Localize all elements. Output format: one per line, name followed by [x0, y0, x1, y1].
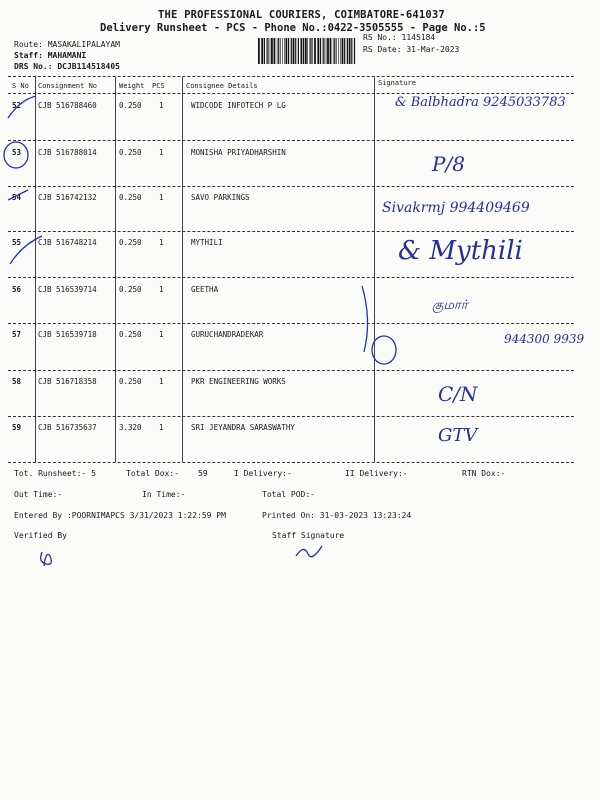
total-runsheet: Tot. Runsheet:- 5: [14, 469, 96, 478]
row-consignee: GURUCHANDRADEKAR: [191, 330, 264, 339]
row-sno: 58: [12, 377, 22, 386]
column-header-weight: Weight: [119, 82, 145, 90]
staff-signature-mark: [292, 540, 326, 562]
route-label: Route: MASAKALIPALAYAM: [14, 40, 120, 49]
ii-delivery: II Delivery:-: [345, 469, 408, 478]
row-consignment: CJB 516742132: [38, 193, 97, 202]
row-consignee: MYTHILI: [191, 238, 223, 247]
row-weight: 0.250: [119, 330, 142, 339]
row-pcs: 1: [159, 193, 164, 202]
row-consignee: SRI JEYANDRA SARASWATHY: [191, 423, 295, 432]
verifier-signature-mark: [36, 548, 64, 570]
row-weight: 0.250: [119, 193, 142, 202]
row-weight: 3.320: [119, 423, 142, 432]
rs-date: RS Date: 31-Mar-2023: [363, 45, 460, 54]
row-sno: 55: [12, 238, 22, 247]
column-header-pcs: PCS: [152, 82, 165, 90]
row-pcs: 1: [159, 423, 164, 432]
row-pcs: 1: [159, 377, 164, 386]
row-signature: & Mythili: [398, 236, 523, 266]
printed-on: Printed On: 31-03-2023 13:23:24: [262, 511, 412, 520]
row-weight: 0.250: [119, 101, 142, 110]
row-sno: 57: [12, 330, 22, 339]
row-consignment: CJB 516788460: [38, 101, 97, 110]
total-pod: Total POD:-: [262, 490, 315, 499]
row-pcs: 1: [159, 148, 164, 157]
row-consignment: CJB 516748214: [38, 238, 97, 247]
row-consignee: SAVO PARKINGS: [191, 193, 250, 202]
rtn-dox: RTN Dox:-: [462, 469, 506, 478]
row-consignee: MONISHA PRIYADHARSHIN: [191, 148, 286, 157]
staff-label: Staff: MAHAMANI: [14, 51, 87, 60]
row-signature: Sivakrmj 994409469: [382, 200, 530, 216]
row-sno: 54: [12, 193, 22, 202]
column-header-consignment: Consignment No: [38, 82, 98, 90]
row-pcs: 1: [159, 238, 164, 247]
drs-number: DRS No.: DCJB114518405: [14, 62, 120, 71]
runsheet-title: Delivery Runsheet - PCS - Phone No.:0422-3505555 - Page No.:5: [100, 22, 486, 34]
row-consignment: CJB 516788014: [38, 148, 97, 157]
row-consignee: GEETHA: [191, 285, 219, 294]
row-weight: 0.250: [119, 377, 142, 386]
staff-signature-label: Staff Signature: [272, 531, 345, 540]
row-sno: 56: [12, 285, 22, 294]
row-pcs: 1: [159, 101, 164, 110]
rs-number: RS No.: 1145184: [363, 33, 436, 42]
row-signature: 944300 9939: [504, 332, 585, 346]
row-sno: 53: [12, 148, 22, 157]
row-sno: 52: [12, 101, 22, 110]
row-signature: குமார்: [432, 298, 468, 313]
verified-by: Verified By: [14, 531, 67, 540]
table-bottom-rule: [8, 462, 574, 463]
column-header-consignee: Consignee Details: [186, 82, 258, 90]
total-dox: Total Dox:-: [126, 469, 179, 478]
row-consignment: CJB 516539714: [38, 285, 97, 294]
in-time: In Time:-: [142, 490, 186, 499]
row-signature: & Balbhadra 9245033783: [395, 95, 566, 110]
row-weight: 0.250: [119, 148, 142, 157]
row-weight: 0.250: [119, 238, 142, 247]
row-consignment: CJB 516539718: [38, 330, 97, 339]
row-consignee: WIDCODE INFOTECH P LG: [191, 101, 286, 110]
row-consignee: PKR ENGINEERING WORKS: [191, 377, 286, 386]
row-signature: GTV: [438, 425, 478, 446]
row-signature: C/N: [438, 382, 478, 406]
row-signature: P/8: [432, 152, 465, 176]
total-dox-value: 59: [198, 469, 208, 478]
out-time: Out Time:-: [14, 490, 63, 499]
column-header-signature: Signature: [378, 79, 416, 87]
i-delivery: I Delivery:-: [234, 469, 292, 478]
entered-by: Entered By :POORNIMAPCS 3/31/2023 1:22:59 PM: [14, 511, 226, 520]
row-consignment: CJB 516718358: [38, 377, 97, 386]
row-sno: 59: [12, 423, 22, 432]
row-consignment: CJB 516735637: [38, 423, 97, 432]
row-pcs: 1: [159, 330, 164, 339]
column-header-sno: S No: [12, 82, 29, 90]
company-name: THE PROFESSIONAL COURIERS, COIMBATORE-641037: [158, 9, 445, 21]
row-weight: 0.250: [119, 285, 142, 294]
row-pcs: 1: [159, 285, 164, 294]
